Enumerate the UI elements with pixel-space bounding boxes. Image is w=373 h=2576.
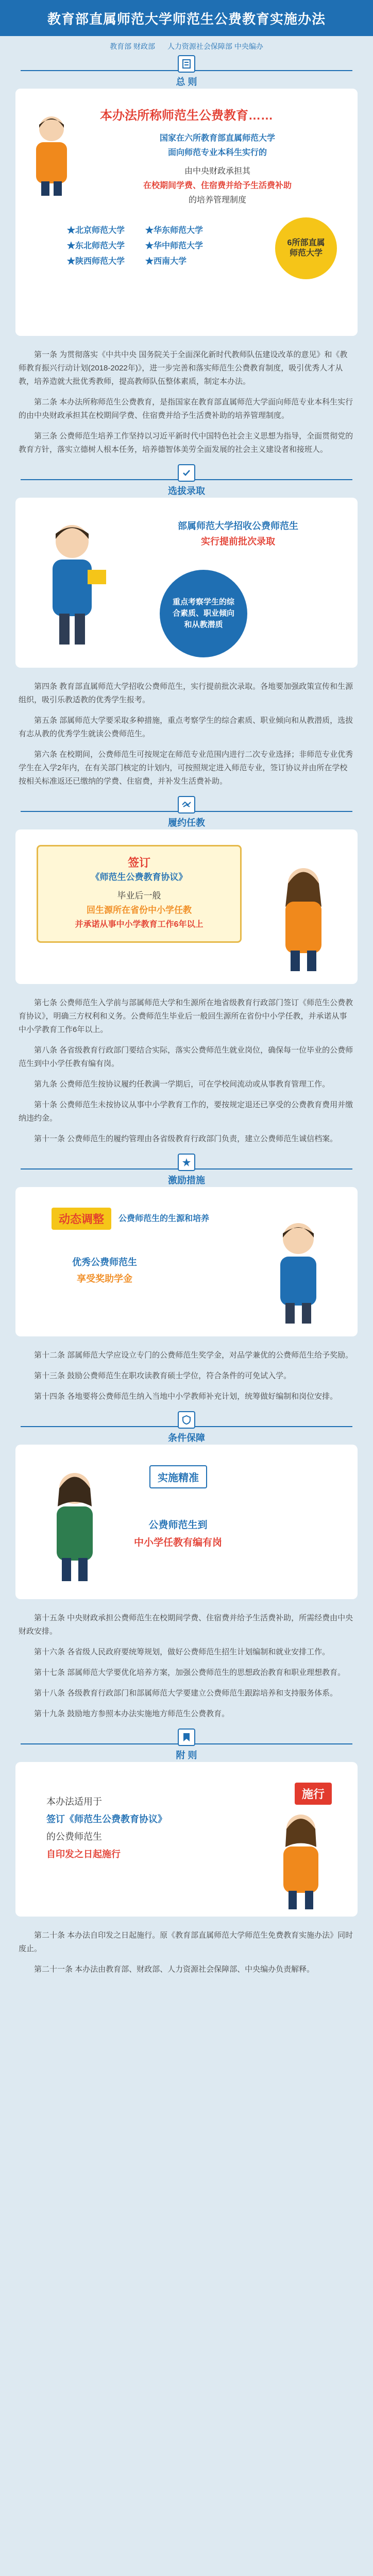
student-figure-icon xyxy=(260,1213,337,1326)
teacher-figure-icon xyxy=(21,109,82,197)
uni-item: ★华东师范大学 xyxy=(145,226,204,235)
s6-line2: 签订《师范生公费教育协议》 xyxy=(46,1814,167,1824)
s5-tag xyxy=(149,1465,207,1488)
header xyxy=(0,0,373,36)
section-2-illustration xyxy=(15,498,358,668)
section-6-head xyxy=(0,1728,373,1762)
s2-line2: 实行提前批次录取 xyxy=(201,536,275,547)
section-5-head xyxy=(0,1411,373,1445)
s4-line2: 享受奖助学金 xyxy=(77,1274,132,1284)
shield-icon xyxy=(178,1411,195,1429)
article-paragraph: 第五条 部属师范大学要采取多种措施，重点考察学生的综合素质、职业倾向和从教潜质，选拔有志从教的优秀学生就读公费师范生。 xyxy=(19,716,353,738)
section-6-title: 附 则 xyxy=(172,1748,201,1761)
document-icon xyxy=(178,55,195,73)
article-paragraph: 第九条 公费师范生按协议履约任教满一学期后，可在学校间流动或从事教育管理工作。 xyxy=(34,1080,330,1089)
s1-badge xyxy=(275,217,337,279)
uni-item: ★陕西师范大学 xyxy=(67,257,125,266)
article-paragraph: 第一条 为贯彻落实《中共中央 国务院关于全面深化新时代教师队伍建设改革的意见》和《教师教育振兴行动计划(2018-2022年)》，进一步完善和落实师范生公费教育制度，吸引优秀人才从教，培养造就大批优秀教师，提高教师队伍整体素质，制定本办法。 xyxy=(19,350,348,386)
meta-line xyxy=(0,36,373,55)
s3-line1: 毕业后一般 xyxy=(117,891,161,901)
uni-item: ★西南大学 xyxy=(145,257,187,266)
uni-item: ★华中师范大学 xyxy=(145,242,204,250)
article-paragraph: 第二十一条 本办法由教育部、财政部、人力资源社会保障部、中央编办负责解释。 xyxy=(34,1965,315,1974)
s6-tag-text: 施行 xyxy=(301,1788,325,1801)
checklist-icon xyxy=(178,464,195,482)
s1-line1: 国家在六所教育部直属师范大学 xyxy=(159,134,275,143)
section-1-head xyxy=(0,55,373,89)
section-1-title: 总 则 xyxy=(172,75,201,88)
s3-contract-board xyxy=(37,845,242,943)
section-3-head xyxy=(0,795,373,829)
s4-line1: 优秀公费师范生 xyxy=(72,1257,137,1267)
uni-list-left xyxy=(67,223,125,269)
article-paragraph: 第十四条 各地要将公费师范生纳入当地中小学教师补充计划，统筹做好编制和岗位安排。 xyxy=(34,1392,338,1401)
s3-line2: 回生源所在省份中小学任教 xyxy=(87,905,192,915)
bookmark-icon xyxy=(178,1728,195,1746)
article-paragraph: 第三条 公费师范生培养工作坚持以习近平新时代中国特色社会主义思想为指导，全面贯彻党的教育方针，落实立德树人根本任务，培养德智体美劳全面发展的社会主义建设者和接班人。 xyxy=(19,432,353,454)
s4-tag xyxy=(52,1208,111,1230)
section-4-head xyxy=(0,1153,373,1187)
uni-list-right xyxy=(145,223,203,269)
article-paragraph: 第十五条 中央财政承担公费师范生在校期间学费、住宿费并给予生活费补助，所需经费由中央财政安排。 xyxy=(19,1614,353,1636)
uni-item: ★东北师范大学 xyxy=(67,242,125,250)
s3-sign: 签订 xyxy=(127,856,150,869)
article-paragraph: 第十二条 部属师范大学应设立专门的公费师范生奖学金，对品学兼优的公费师范生给予奖励。 xyxy=(34,1351,353,1360)
s1-line2: 面向师范专业本科生实行的 xyxy=(167,148,267,157)
article-paragraph: 第六条 在校期间，公费师范生可按规定在师范专业范围内进行二次专业选择；非师范专业优秀学生在入学2年内，在有关部门核定的计划内，可按照规定进入师范专业，签订协议并由所在学校按相关标准返还已缴纳的学费、住宿费，并补发生活费补助。 xyxy=(19,750,353,786)
meta-note: 人力资源社会保障部 中央编办 xyxy=(167,42,263,50)
s6-line4: 自印发之日起施行 xyxy=(46,1849,121,1859)
s2-line1: 部属师范大学招收公费师范生 xyxy=(178,521,298,531)
teacher-figure-icon xyxy=(265,1808,337,1911)
s1-line4: 在校期间学费、住宿费并给予生活费补助 xyxy=(143,181,292,190)
s5-tag-text: 实施精准 xyxy=(158,1472,199,1484)
section-3-illustration xyxy=(15,829,358,984)
section-6-illustration xyxy=(15,1762,358,1917)
article-paragraph: 第七条 公费师范生入学前与部属师范大学和生源所在地省级教育行政部门签订《师范生公费教育协议》，明确三方权利和义务。公费师范生毕业后一般回生源所在省份中小学任教，并承诺从事中小学教育工作6年以上。 xyxy=(19,998,353,1034)
s2-bubble xyxy=(160,570,247,657)
section-2-title: 选拔录取 xyxy=(164,484,209,497)
article-paragraph: 第十条 公费师范生未按协议从事中小学教育工作的，要按规定退还已享受的公费教育费用并缴纳违约金。 xyxy=(19,1100,353,1123)
article-paragraph: 第四条 教育部直属师范大学招收公费师范生，实行提前批次录取。各地要加强政策宣传和生源组织，吸引乐教适教的优秀学生报考。 xyxy=(19,682,353,704)
section-2-head xyxy=(0,464,373,498)
s2-bubble-text: 重点考察学生的综合素质、职业倾向和从教潜质 xyxy=(172,598,234,629)
s3-doc: 《师范生公费教育协议》 xyxy=(91,872,188,882)
article-paragraph: 第十八条 各级教育行政部门和部属师范大学要建立公费师范生跟踪培养和支持服务体系。 xyxy=(34,1689,338,1698)
s1-line3: 由中央财政承担其 xyxy=(184,167,250,176)
section-5-illustration xyxy=(15,1445,358,1599)
s1-line5: 的培养管理制度 xyxy=(188,196,246,205)
section-4-title: 激励措施 xyxy=(164,1173,209,1187)
article-paragraph: 第十七条 部属师范大学要优化培养方案，加强公费师范生的思想政治教育和职业理想教育。 xyxy=(34,1668,346,1677)
page-title: 教育部直属师范大学师范生公费教育实施办法 xyxy=(47,11,326,27)
section-1-illustration xyxy=(15,89,358,336)
s4-tag-note: 公费师范生的生源和培养 xyxy=(118,1214,210,1223)
s1-badge-text: 6所部直属 师范大学 xyxy=(287,239,325,258)
teacher-figure-icon xyxy=(36,1465,113,1584)
article-paragraph: 第二十条 本办法自印发之日起施行。原《教育部直属师范大学师范生免费教育实施办法》同时废止。 xyxy=(19,1931,353,1953)
s5-line1: 公费师范生到 xyxy=(148,1520,208,1531)
article-paragraph: 第十三条 鼓励公费师范生在职攻读教育硕士学位，符合条件的可免试入学。 xyxy=(34,1371,292,1380)
article-paragraph: 第八条 各省级教育行政部门要结合实际，落实公费师范生就业岗位，确保每一位毕业的公费师范生到中小学任教有编有岗。 xyxy=(19,1046,353,1068)
student-figure-icon xyxy=(31,513,113,647)
section-5-title: 条件保障 xyxy=(164,1431,209,1444)
handshake-icon xyxy=(178,796,195,814)
uni-item: ★北京师范大学 xyxy=(67,226,125,235)
article-paragraph: 第十一条 公费师范生的履约管理由各省级教育行政部门负责，建立公费师范生诚信档案。 xyxy=(34,1134,338,1143)
s5-line2: 中小学任教有编有岗 xyxy=(134,1537,223,1548)
section-4-illustration xyxy=(15,1187,358,1336)
article-paragraph: 第二条 本办法所称师范生公费教育，是指国家在教育部直属师范大学面向师范专业本科生实行的由中央财政承担其在校期间学费、住宿费并给予生活费补助的培养管理制度。 xyxy=(19,398,353,420)
article-paragraph: 第十九条 鼓励地方参照本办法实施地方师范生公费教育。 xyxy=(34,1709,230,1718)
s6-line1: 本办法适用于 xyxy=(46,1797,102,1807)
star-icon xyxy=(178,1154,195,1171)
teacher-figure-icon xyxy=(265,860,342,974)
s6-line3: 的公费师范生 xyxy=(46,1832,102,1842)
s6-tag xyxy=(295,1783,332,1805)
s1-banner: 本办法所称师范生公费教育…… xyxy=(100,109,273,123)
section-3-title: 履约任教 xyxy=(164,816,209,829)
s3-line3: 并承诺从事中小学教育工作6年以上 xyxy=(75,920,204,929)
article-paragraph: 第十六条 各省级人民政府要统筹规划，做好公费师范生招生计划编制和就业安排工作。 xyxy=(34,1648,330,1656)
meta-source: 教育部 财政部 xyxy=(110,42,156,50)
s4-tag-text: 动态调整 xyxy=(59,1213,105,1226)
